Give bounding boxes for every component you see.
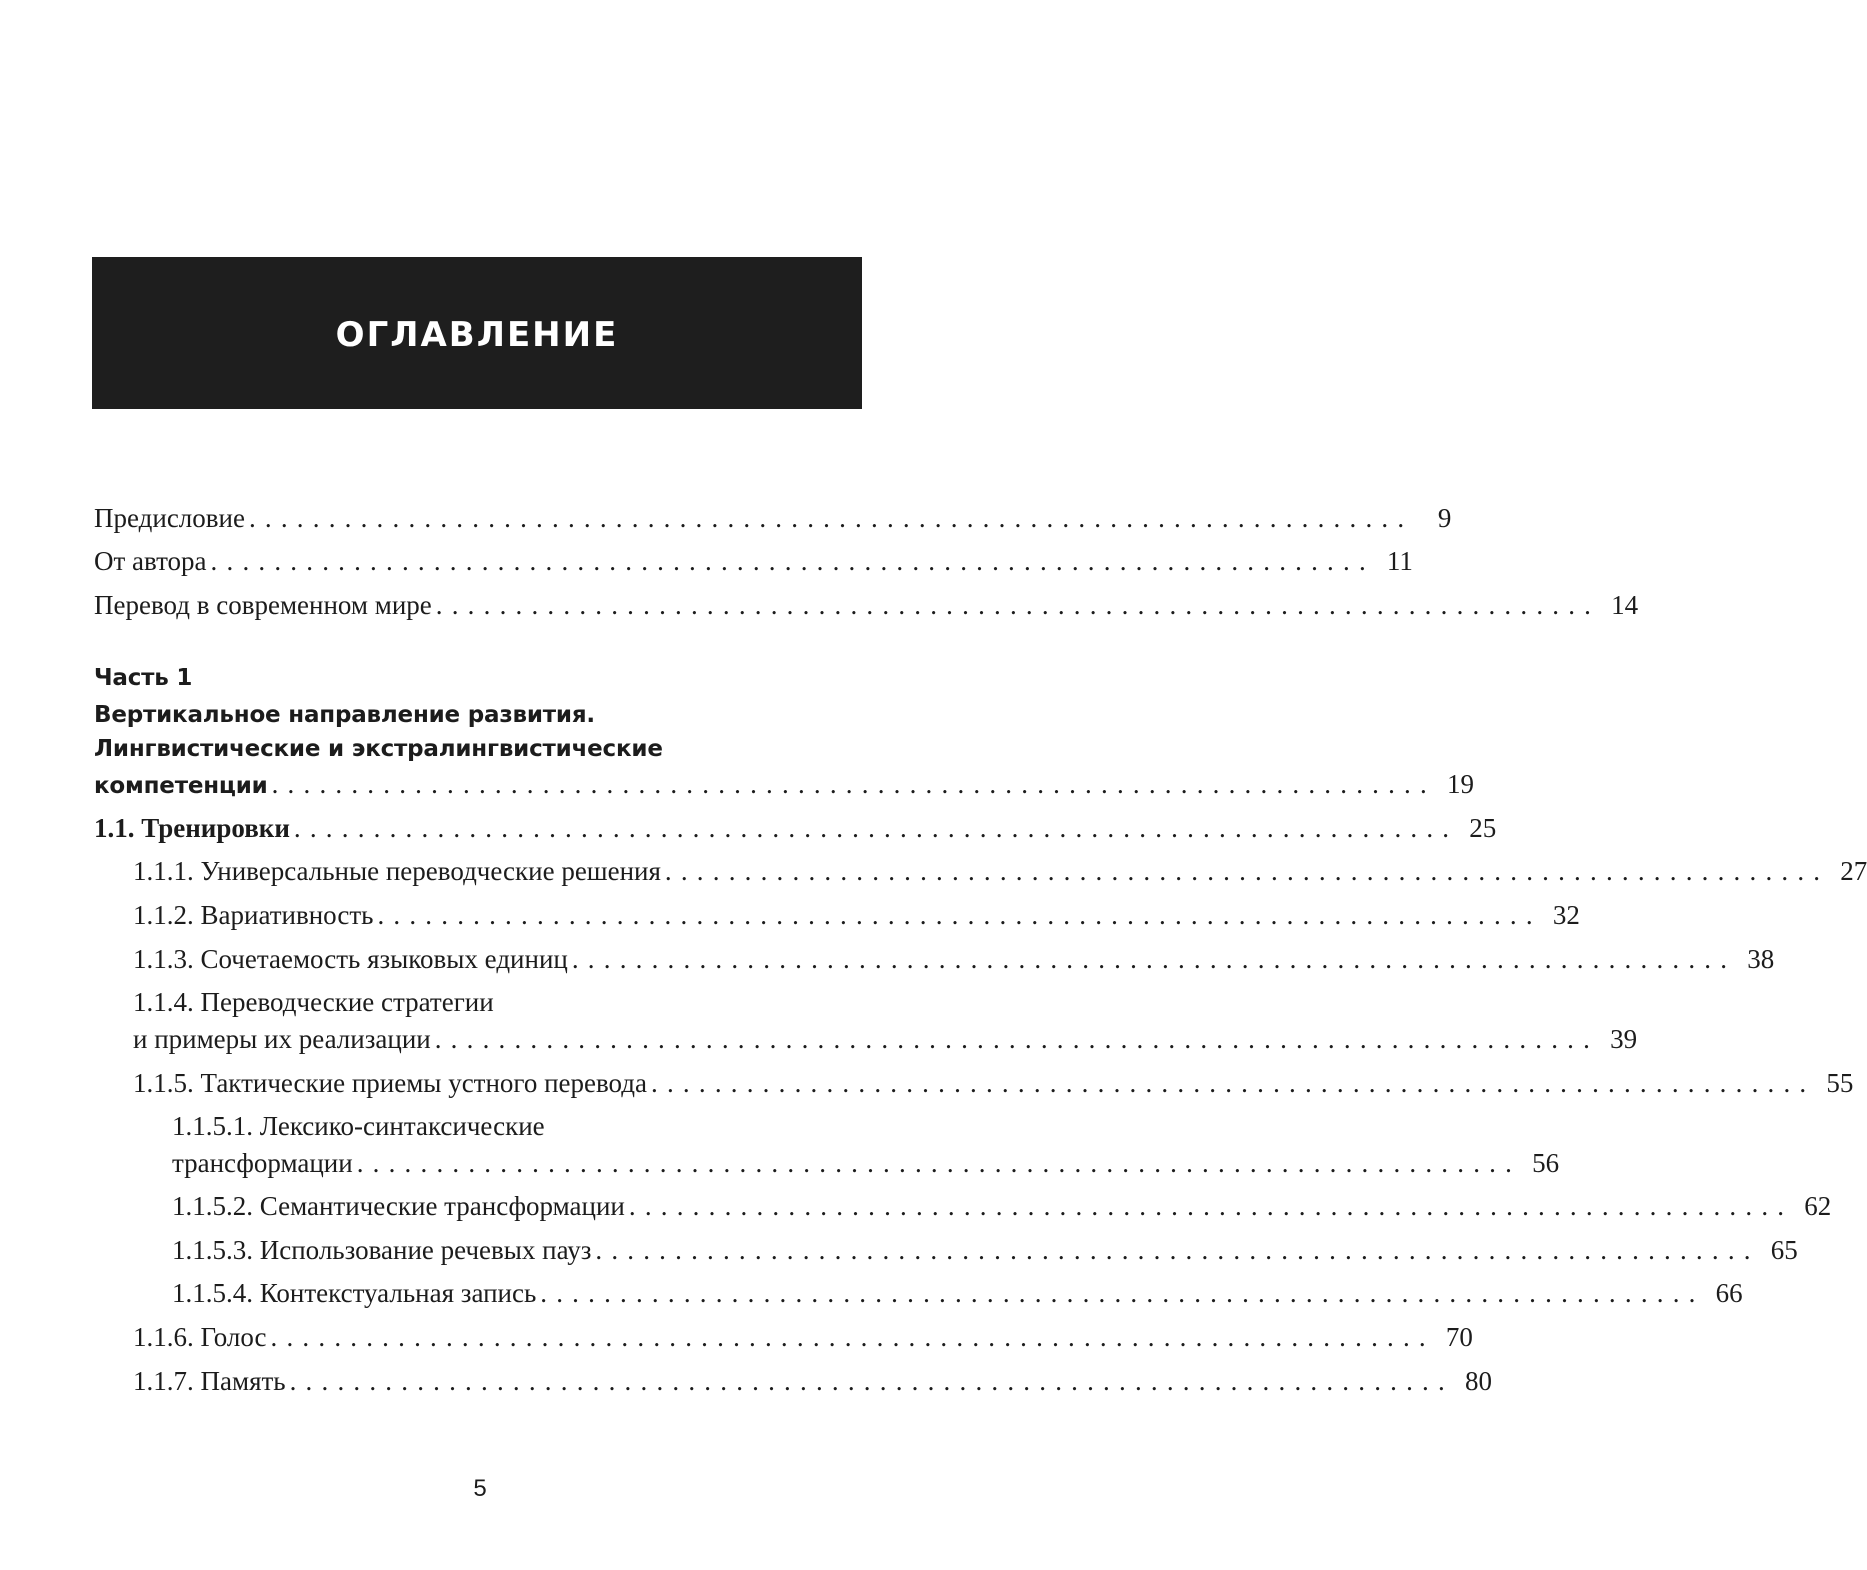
toc-entry-label: трансформации <box>172 1148 353 1178</box>
toc-entry-1-1-4-line1: 1.1.4. Переводческие стратегии <box>133 987 494 1017</box>
toc-entry-1-1-5-1-line1: 1.1.5.1. Лексико-синтаксические <box>172 1111 545 1141</box>
toc-page-number: 25 <box>1469 813 1497 843</box>
toc-entry-preface <box>94 503 1452 533</box>
toc-entry-label: 1.1.5.4. Контекстуальная запись <box>172 1278 537 1308</box>
toc-page-number: 55 <box>1826 1068 1854 1098</box>
dot-leader: ......................................................................... <box>210 546 1375 576</box>
toc-entry-1-1-2 <box>133 900 1580 930</box>
part-title-line3: компетенции <box>94 773 268 799</box>
toc-entry-1-1-5-2 <box>172 1191 1832 1221</box>
dot-leader: ......................................................................... <box>377 900 1542 930</box>
toc-entry-label: 1.1.3. Сочетаемость языковых единиц <box>133 944 568 974</box>
toc-page-number: 27 <box>1840 856 1867 886</box>
dot-leader: ......................................................................... <box>434 1024 1600 1054</box>
toc-entry-label: 1.1.6. Голос <box>133 1322 267 1352</box>
toc-entry-part-1 <box>94 769 1474 799</box>
toc-entry-1-1-5-1 <box>172 1148 1560 1178</box>
toc-entry-label: Предисловие <box>94 503 245 533</box>
dot-leader: ......................................................................... <box>435 590 1601 620</box>
toc-page-number: 80 <box>1464 1366 1492 1396</box>
dot-leader: ......................................................................... <box>270 1322 1435 1352</box>
toc-entry-1-1-3 <box>133 944 1775 974</box>
toc-page-number: 9 <box>1437 503 1452 533</box>
toc-entry-label: 1.1.5. Тактические приемы устного перевода <box>133 1068 648 1098</box>
toc-page-number: 38 <box>1747 944 1775 974</box>
toc-entry-label: От автора <box>94 546 207 576</box>
dot-leader: ......................................................................... <box>595 1235 1760 1265</box>
dot-leader: ......................................................................... <box>356 1148 1522 1178</box>
toc-entry-label: 1.1.2. Вариативность <box>133 900 374 930</box>
toc-entry-1-1-6 <box>133 1322 1473 1352</box>
dot-leader: ......................................................................... <box>540 1278 1705 1308</box>
dot-leader: ......................................................................... <box>248 503 1414 533</box>
toc-entry-modern-translation <box>94 590 1639 620</box>
part-title-line2: Лингвистические и экстралингвистические <box>94 736 663 762</box>
toc-entry-1-1-7 <box>133 1366 1492 1396</box>
toc-page-number: 70 <box>1445 1322 1473 1352</box>
toc-entry-1-1-5-4 <box>172 1278 1743 1308</box>
toc-entry-1-1-1 <box>133 856 1867 886</box>
part-title-line1: Вертикальное направление развития. <box>94 702 595 728</box>
part-number: Часть 1 <box>94 665 193 691</box>
toc-page-number: 62 <box>1804 1191 1832 1221</box>
toc-page-number: 65 <box>1770 1235 1798 1265</box>
toc-entry-label: 1.1.1. Универсальные переводческие решения <box>133 856 661 886</box>
dot-leader: ......................................................................... <box>271 769 1436 799</box>
page-title: ОГЛАВЛЕНИЕ <box>335 315 619 355</box>
toc-entry-label: 1.1.7. Память <box>133 1366 286 1396</box>
dot-leader: ......................................................................... <box>293 813 1459 843</box>
toc-entry-label: 1.1.5.2. Семантические трансформации <box>172 1191 625 1221</box>
toc-page-number: 66 <box>1715 1278 1743 1308</box>
toc-page-number: 32 <box>1552 900 1580 930</box>
header-banner <box>92 257 862 409</box>
toc-page-number: 11 <box>1386 546 1413 576</box>
dot-leader: ......................................................................... <box>628 1191 1794 1221</box>
toc-entry-label: и примеры их реализации <box>133 1024 431 1054</box>
toc-entry-section-1-1 <box>94 813 1497 843</box>
toc-page-number: 14 <box>1611 590 1639 620</box>
toc-page-number: 39 <box>1610 1024 1638 1054</box>
dot-leader: ......................................................................... <box>664 856 1830 886</box>
toc-page-number: 56 <box>1532 1148 1560 1178</box>
dot-leader: ......................................................................... <box>651 1068 1816 1098</box>
toc-entry-label: 1.1.5.3. Использование речевых пауз <box>172 1235 592 1265</box>
dot-leader: ......................................................................... <box>571 944 1737 974</box>
toc-entry-from-author <box>94 546 1413 576</box>
dot-leader: ......................................................................... <box>289 1366 1454 1396</box>
toc-entry-1-1-5-3 <box>172 1235 1798 1265</box>
toc-entry-1-1-5 <box>133 1068 1854 1098</box>
toc-entry-label: 1.1. Тренировки <box>94 813 290 843</box>
toc-entry-1-1-4 <box>133 1024 1638 1054</box>
toc-page-number: 19 <box>1446 769 1474 799</box>
footer-page-number: 5 <box>473 1475 487 1502</box>
toc-entry-label: Перевод в современном мире <box>94 590 432 620</box>
